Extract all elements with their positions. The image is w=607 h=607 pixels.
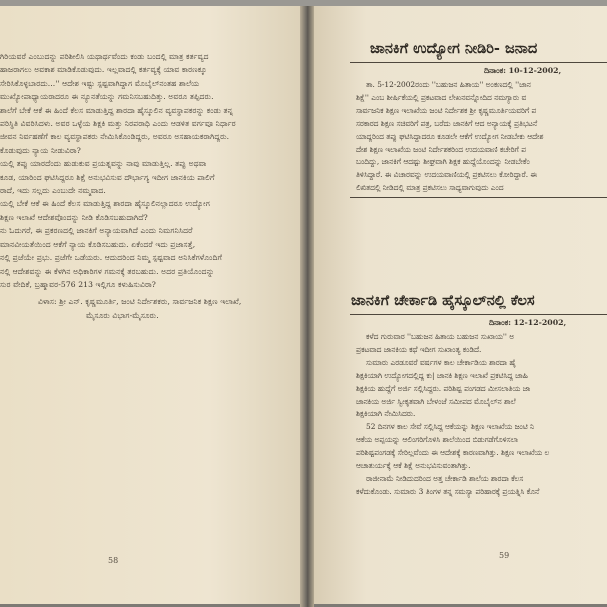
text-line: ವಿಳಾಸ: ಶ್ರೀ ಎನ್. ಕೃಷ್ಣಮೂರ್ತಿ, ಜಂಟಿ ನಿರ್ದೇಶಕರು, ಸಾರ್ವಜನಿಕ ಶಿಕ್ಷಣ ಇಲಾಖೆ,: [38, 297, 242, 307]
text-line: ಬಂದಿದ್ದು, ಜಾನಕಿಗೆ ಆದಷ್ಟು ಶೀಘ್ರವಾಗಿ ಶಿಕ್ಷಕ ಹುದ್ದೆಯೊಂದನ್ನು ನೀಡಬೇಕೆಂ: [356, 157, 530, 167]
text-line: ಶಾಲೆಗೆ ಬೇಕೆ ಆಕೆ ಈ ಹಿಂದೆ ಕೆಲಸ ಮಾಡುತ್ತಿದ್ದ ಶಾರದಾ ಹೈಸ್ಕೂಲಿನ ವ್ಯವಸ್ಥಾಪಕರನ್ನು ಕಂಡು ತನ್ನ: [0, 105, 233, 115]
article-heading-2: ಜಾನಕಿಗೆ ಚೇರ್ಕಾಡಿ ಹೈಸ್ಕೂಲ್‌ನಲ್ಲಿ ಕೆಲಸ: [351, 293, 535, 309]
text-line: ಶಿಕ್ಷೆ'' ಎಂಬ ಶೀರ್ಷಿಕೆಯಲ್ಲಿ ಪ್ರಕಟವಾದ ಲೇಖನವನ್ನೋದಿದ ನಮಗ್ಯಾರು ವ: [356, 92, 527, 102]
text-line: ರಾಜೀನಾಮೆ ನೀಡಿದುದರಿಂದ ಅತ್ತ ಚೇರ್ಕಾಡಿ ಶಾಲೆಯ ಶಾರದಾ ಕೆಲಸ: [366, 473, 524, 483]
book-gutter: [300, 6, 314, 607]
text-line: ಸುರ ವೇದಿಕೆ, ಬ್ರಹ್ಮಾವರ-576 213 ಇಲ್ಲಿಗೂ ಕಳುಹಿಸುವಿರಾ?: [0, 279, 156, 289]
text-line: ಶಿಕ್ಷಣ ಇಲಾಖೆ ಆದೇಶವೊಂದನ್ನು ನೀಡಿ ಕೊಡಿಸಬಹುದಾಗಿದೆ?: [0, 212, 148, 222]
article-section-2: [314, 288, 607, 499]
article-date-1: ದಿನಾಂಕ: 10-12-2002,: [484, 66, 562, 75]
text-line: ಕೂಡ, ಯಾರಿಂದ ಘಟಿಸಿದ್ದರೂ ಶಿಕ್ಷೆ ಅನುಭವಿಸುವ ದೌರ್ಭಾಗ್ಯ ಇದೀಗ ಜಾನಕಿಯ ಪಾಲಿಗೆ: [0, 172, 215, 182]
article-body-2: [314, 331, 607, 499]
text-line: ಪ್ರಕಟವಾದ ಜಾನಕಿಯ ಕಥೆ ಇದೀಗ ಸುಖಾಂತ್ಯ ಕಂಡಿದೆ.: [356, 344, 482, 354]
text-line: ಕೊಡುವುದು ನ್ಯಾಯ ನೀಡುವಿರಾ?: [0, 145, 81, 155]
text-line: ಮಾನವೀಯತೆಯಿಂದ ಆಕೆಗೆ ನ್ಯಾಯ ಕೊಡಿಸಬಹುದು. ಏಕೆಂದರೆ ಇದು ಪ್ರಜಾಸತ್ತೆ,: [0, 239, 196, 249]
text-line: ತಾ. 5-12-2002ರಂದು ''ಬಹುಜನ ಹಿತಾಯ'' ಅಂಕಣದಲ್ಲಿ ''ಜಾನ: [366, 80, 531, 89]
text-line: ಶಿಕ್ಷಕಿಯ ಹುದ್ದೆಗೆ ಅರ್ಜಿ ಸಲ್ಲಿಸಿದ್ದರು. ಪರಿಶಿಷ್ಟ ಪಂಗಡದ ಮೀಸಲಾತಿಯ ಜಾ: [356, 383, 531, 393]
text-line: ಸಾರ್ವಜನಿಕ ಶಿಕ್ಷಣ ಇಲಾಖೆಯ ಜಂಟಿ ನಿರ್ದೇಶಕ ಶ್ರೀ ಕೃಷ್ಣಮೂರ್ತಿಯವರಿಗೆ ಪ: [356, 105, 537, 115]
left-page-text: [0, 50, 278, 322]
text-line: ರಾದೆ, ಇದು ಸಲ್ಲದು ಎಂಬುದೇ ನಮ್ಮವಾದ.: [0, 186, 106, 196]
text-line: ಪರಿಶಿಷ್ಟಪಂಗಡಕ್ಕೆ ಸೇರಿಲ್ಲವೆಂದು ಈ ಆದೇಶಕ್ಕೆ ಕಾರಣವಾಗಿತ್ತು. ಶಿಕ್ಷಣ ಇಲಾಖೆಯ ಲ: [356, 448, 550, 458]
right-page: [314, 6, 607, 604]
page-number-right: 59: [499, 551, 510, 560]
text-line: ಯಲ್ಲಿ ಬೇಕೆ ಆಕೆ ಈ ಹಿಂದೆ ಕೆಲಸ ಮಾಡುತ್ತಿದ್ದ ಶಾರದಾ ಹೈಸ್ಕೂಲಿನಲ್ಲಾದರೂ ಉದ್ಯೋಗ: [0, 199, 210, 209]
text-line: ಆಚಾತುರ್ಯಕ್ಕೆ ಆಕೆ ಶಿಕ್ಷೆ ಅನುಭವಿಸುವಂತಾಗಿತ್ತು.: [356, 461, 471, 471]
text-line: ಮೈಸೂರು ವಿಭಾಗ-ಮೈಸೂರು.: [86, 310, 159, 320]
text-line: ಮುಖ್ಯೋಪಾಧ್ಯಾಯರಾದರೂ ಈ ನ್ಯೂನತೆಯನ್ನು ಗಮನಿಸಬಹುದಿತ್ತು. ಅವರೂ ತಪ್ಪಿದರು.: [0, 92, 214, 102]
text-line: ಗಿರಿಯವರೆ ಎಂಬುದನ್ನು ಪರಿಶೀಲಿಸಿ ಯಥಾರ್ಥವೆಂದು ಕಂಡು ಬಂದಲ್ಲಿ ಮಾತ್ರ ಕರ್ತವ್ಯದ: [0, 52, 209, 61]
text-line: ಕಳೆದ ಗುರುವಾರ ''ಬಹುಜನ ಹಿತಾಯ ಬಹುಜನ ಸುಖಾಯ'' ಅ: [366, 332, 515, 341]
text-line: ಕಳೆದುಕೊಂಡು. ಸುಮಾರು 3 ತಿಂಗಳ ತನ್ನ ಸಮಸ್ಯಾ ಪರಿಹಾರಕ್ಕೆ ಪ್ರಯತ್ನಿಸಿ ಕೊನೆ: [356, 486, 540, 496]
section-divider: [350, 197, 607, 198]
article-section-1: [314, 36, 607, 198]
text-line: ಯಲ್ಲಿ ತಪ್ಪು ಯಾರದೆಂದು ಹುಡುಕುವ ಪ್ರಯತ್ನವನ್ನು ನಾವು ಮಾಡುತ್ತಿಲ್ಲ. ತಪ್ಪು ಅಥವಾ: [0, 159, 207, 169]
text-line: ಸರಕಾರದ ಶಿಕ್ಷಣ ಸಚಿವರಿಗೆ ಪತ್ರ, ಬರೆದು ಜಾನಕಿಗೆ ಆದ ಅನ್ಯಾಯಕ್ಕೆ ಪ್ರತಿಭಟನೆ: [356, 118, 538, 128]
text-line: ಹಾಜರಾಗಲು ಅವಕಾಶ ಮಾಡಿಕೊಡುವುದು. ಇಲ್ಲವಾದಲ್ಲಿ ಕರ್ತವ್ಯಕ್ಕೆ ಯಾವ ಕಾರಣಕ್ಕೂ: [0, 65, 207, 75]
text-line: ಆಕೆಯ ಅಪ್ಪಯನ್ನು ಆಲಿಂಗರಿಗೊಳಿಸಿ ಶಾಲೆಯಿಂದ ಬಿಡುಗಡೆಗೊಳಿಸಲಾ: [356, 435, 518, 445]
page-number-left: 58: [108, 556, 119, 565]
text-line: ಶಿಕ್ಷಕಿಯಾಗಿ ಉದ್ಯೋಗದಲ್ಲಿದ್ದ ಕು| ಜಾನಕಿ ಶಿಕ್ಷಣ ಇಲಾಖೆ ಪ್ರಕಟಿಸಿದ್ದ ಜಾಹಿ: [356, 370, 528, 380]
text-line: ಜಾನಕಿಯ ಅರ್ಜಿ ಸ್ವೀಕೃತವಾಗಿ ಬೇಳಂಜೆ ಸಮೀಪದ ಮೊಬೈಲ್‌ನ ಶಾಲೆ: [356, 396, 516, 406]
text-line: ಸುಮಾರು ಎರಡೂವರೆ ವರ್ಷಗಳ ಕಾಲ ಚೇರ್ಕಾಡಿಯ ಶಾರದಾ ಹೈ: [366, 357, 517, 367]
text-line: ತಿಳಿಸಿದ್ದಾರೆ. ಈ ವಿಚಾರವನ್ನು ಉದಯವಾಣಿಯಲ್ಲಿ ಪ್ರಕಟಿಸಲು ಕೋರಿದ್ದಾರೆ. ಈ: [356, 170, 537, 180]
text-line: ನಲ್ಲಿ ಆದೇಶವನ್ನು ಈ ಕೆಳಗಿನ ಅಧಿಕಾರಿಗಳ ಗಮನಕ್ಕೆ ತರಬಹುದು. ಅದರ ಪ್ರತಿಯೊಂದನ್ನು: [0, 266, 215, 276]
address-signoff: [0, 295, 278, 322]
text-line: ನಲ್ಲಿ ಪ್ರಜೆಯೇ ಪ್ರಭು. ಪ್ರಜೆಗೇ ಒಡೆಯರು. ಆದುದರಿಂದ ನಿಮ್ಮ ಸ್ಪಷ್ಟವಾದ ಅನಿಸಿಕೆಗಳೊಂದಿಗೆ: [0, 253, 223, 263]
text-line: ಯಾದ್ದರಿಂದ ತಪ್ಪು ಘಟಿಸಿದ್ದಾದರೂ ಕೂಡಲೇ ಆಕೆಗೆ ಉದ್ಯೋಗ ನೀಡಬೇಕು ಆದೇಶ: [356, 131, 544, 141]
text-line: ಜೀವನ ನಿರ್ವಹಣೆಗೆ ಕಾಲ ವ್ಯವಸ್ಥಾಪಕರು ನೇಮಿಸಿಕೊಂಡಿದ್ದರು, ಅವರೂ ಅಸಹಾಯಕರಾಗಿದ್ದರು.: [0, 132, 230, 142]
text-line: ಲಿಖಿತದಲ್ಲಿ ನೀಡಿದಲ್ಲಿ ಮಾತ್ರ ಪ್ರಕಟಿಸಲು ಸಾಧ್ಯವಾಗುವುದು ಎಂದ: [356, 183, 504, 193]
text-line: ಶಿಕ್ಷಕಿಯಾಗಿ ನೇಮಿಸಿದರು.: [356, 409, 416, 419]
text-line: ಸೇರಿಸಿಕೊಳ್ಳಬಾರದು...'' ಆದೇಶ ಇಷ್ಟು ಸ್ಪಷ್ಟವಾಗಿದ್ದಾಗ ಮೊಬೈಲ್‌ನಂತಹ ಶಾಲೆಯ: [0, 78, 200, 88]
article-heading-1: ಜಾನಕಿಗೆ ಉದ್ಯೋಗ ನೀಡಿರಿ- ಜನಾದ: [370, 41, 538, 57]
text-line: ಪರಿಸ್ಥಿತಿ ವಿವರಿಸಿದಳು. ಅವರ ಒಳ್ಳೆಯ ಶಿಕ್ಷಕಿ ಮತ್ತು ನಿರಪರಾಧಿ ಎಂದು ಆಡಳಿತ ವರ್ಗವೂ ನಿರ್ಧಾರ: [0, 119, 236, 129]
open-book: [0, 6, 607, 607]
left-page: [0, 6, 300, 604]
article-date-2: ದಿನಾಂಕ: 12-12-2002,: [489, 318, 567, 327]
text-line: 52 ದಿನಗಳ ಕಾಲ ಸೇವೆ ಸಲ್ಲಿಸಿದ್ದ ಆಕೆಯನ್ನು ಶಿಕ್ಷಣ ಇಲಾಖೆಯ ಜಂಟಿ ನಿ: [366, 422, 535, 432]
text-line: ದೇಶ ಶಿಕ್ಷಣ ಇಲಾಖೆಯ ಜಂಟಿ ನಿರ್ದೇಶಕರಿಂದ ಉದಯವಾಣಿ ಕಚೇರಿಗೆ ಪ: [356, 144, 526, 154]
article-body-1: [314, 79, 607, 195]
text-line: ನು ಓದುಗರೆ, ಈ ಪ್ರಕರಣದಲ್ಲಿ ಜಾನಕಿಗೆ ಅನ್ಯಾಯವಾಗಿದೆ ಎಂದು ನಿಮಗನಿಸಿದರೆ: [0, 226, 193, 236]
